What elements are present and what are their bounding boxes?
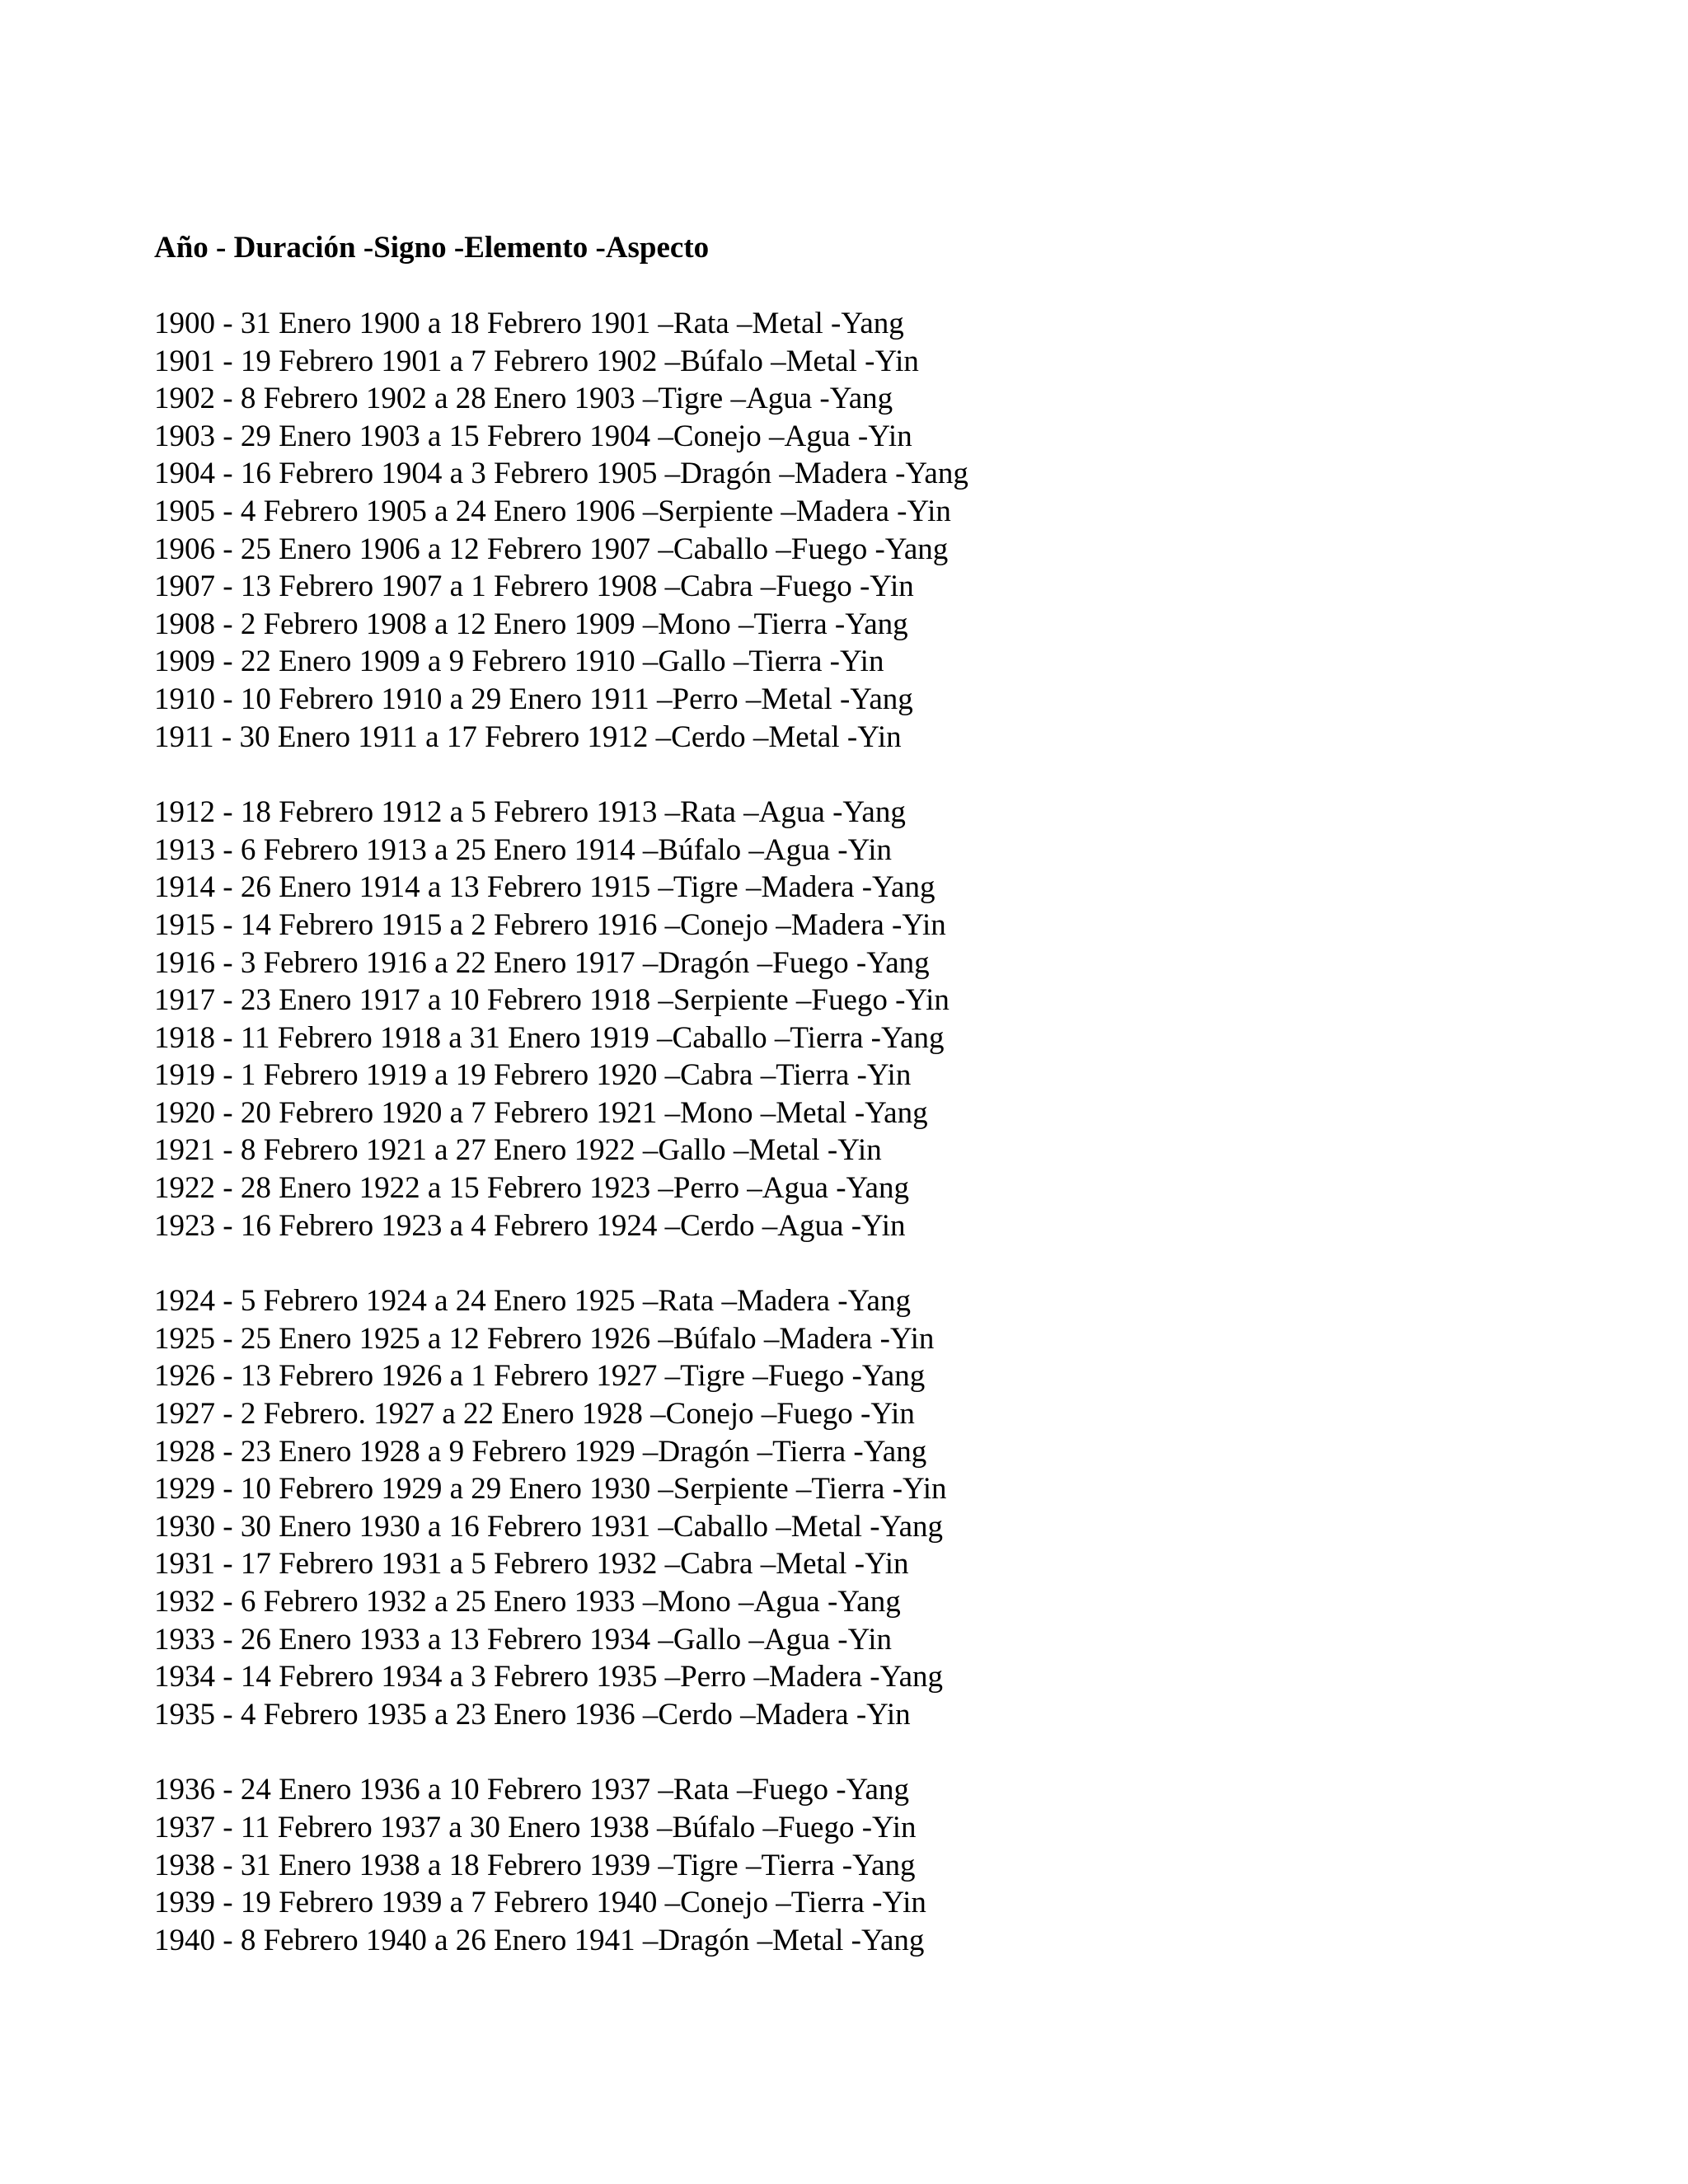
year-entry: 1908 - 2 Febrero 1908 a 12 Enero 1909 –Mono –Tierra -Yang [154,607,908,641]
year-entry: 1911 - 30 Enero 1911 a 17 Febrero 1912 –Cerdo –Metal -Yin [154,719,902,754]
year-entry: 1906 - 25 Enero 1906 a 12 Febrero 1907 –Caballo –Fuego -Yang [154,532,949,566]
year-entry: 1929 - 10 Febrero 1929 a 29 Enero 1930 –Serpiente –Tierra -Yin [154,1472,947,1507]
year-entry: 1901 - 19 Febrero 1901 a 7 Febrero 1902 –Búfalo –Metal -Yin [154,344,919,378]
year-entry: 1907 - 13 Febrero 1907 a 1 Febrero 1908 –Cabra –Fuego -Yin [154,569,914,604]
year-entry: 1918 - 11 Febrero 1918 a 31 Enero 1919 –Caballo –Tierra -Yang [154,1020,945,1055]
year-entry: 1914 - 26 Enero 1914 a 13 Febrero 1915 –Tigre –Madera -Yang [154,870,935,905]
year-group [154,305,1555,756]
document-content [154,229,1555,1997]
year-entry: 1930 - 30 Enero 1930 a 16 Febrero 1931 –Caballo –Metal -Yang [154,1509,944,1544]
year-group [154,1282,1555,1733]
year-groups [154,305,1555,1959]
year-entry: 1917 - 23 Enero 1917 a 10 Febrero 1918 –Serpiente –Fuego -Yin [154,983,950,1018]
year-entry: 1905 - 4 Febrero 1905 a 24 Enero 1906 –Serpiente –Madera -Yin [154,494,951,528]
year-entry: 1913 - 6 Febrero 1913 a 25 Enero 1914 –Búfalo –Agua -Yin [154,832,893,867]
year-entry: 1909 - 22 Enero 1909 a 9 Febrero 1910 –Gallo –Tierra -Yin [154,644,884,679]
year-group [154,1771,1555,1959]
year-entry: 1925 - 25 Enero 1925 a 12 Febrero 1926 –Búfalo –Madera -Yin [154,1321,935,1356]
year-group [154,794,1555,1244]
year-entry: 1904 - 16 Febrero 1904 a 3 Febrero 1905 –Dragón –Madera -Yang [154,457,968,491]
year-entry: 1926 - 13 Febrero 1926 a 1 Febrero 1927 –Tigre –Fuego -Yang [154,1359,926,1394]
year-entry: 1915 - 14 Febrero 1915 a 2 Febrero 1916 –Conejo –Madera -Yin [154,907,946,942]
year-entry: 1934 - 14 Febrero 1934 a 3 Febrero 1935 –Perro –Madera -Yang [154,1660,944,1694]
year-entry: 1921 - 8 Febrero 1921 a 27 Enero 1922 –Gallo –Metal -Yin [154,1133,882,1168]
year-entry: 1910 - 10 Febrero 1910 a 29 Enero 1911 –Perro –Metal -Yang [154,682,913,716]
year-entry: 1939 - 19 Febrero 1939 a 7 Febrero 1940 –Conejo –Tierra -Yin [154,1886,926,1920]
year-entry: 1933 - 26 Enero 1933 a 13 Febrero 1934 –Gallo –Agua -Yin [154,1622,893,1657]
table-heading: Año - Duración -Signo -Elemento -Aspecto [154,231,710,265]
year-entry: 1924 - 5 Febrero 1924 a 24 Enero 1925 –Rata –Madera -Yang [154,1284,911,1319]
year-entry: 1923 - 16 Febrero 1923 a 4 Febrero 1924 –Cerdo –Agua -Yin [154,1208,906,1243]
year-entry: 1916 - 3 Febrero 1916 a 22 Enero 1917 –Dragón –Fuego -Yang [154,945,930,980]
year-entry: 1932 - 6 Febrero 1932 a 25 Enero 1933 –Mono –Agua -Yang [154,1585,901,1619]
year-entry: 1922 - 28 Enero 1922 a 15 Febrero 1923 –Perro –Agua -Yang [154,1171,909,1206]
year-entry: 1902 - 8 Febrero 1902 a 28 Enero 1903 –Tigre –Agua -Yang [154,382,893,416]
year-entry: 1912 - 18 Febrero 1912 a 5 Febrero 1913 –Rata –Agua -Yang [154,795,906,830]
year-entry: 1940 - 8 Febrero 1940 a 26 Enero 1941 –Dragón –Metal -Yang [154,1923,925,1957]
year-entry: 1938 - 31 Enero 1938 a 18 Febrero 1939 –Tigre –Tierra -Yang [154,1848,916,1882]
year-entry: 1937 - 11 Febrero 1937 a 30 Enero 1938 –Búfalo –Fuego -Yin [154,1810,917,1844]
year-entry: 1936 - 24 Enero 1936 a 10 Febrero 1937 –Rata –Fuego -Yang [154,1773,909,1807]
year-entry: 1931 - 17 Febrero 1931 a 5 Febrero 1932 –Cabra –Metal -Yin [154,1547,909,1582]
year-entry: 1920 - 20 Febrero 1920 a 7 Febrero 1921 –Mono –Metal -Yang [154,1095,928,1130]
year-entry: 1928 - 23 Enero 1928 a 9 Febrero 1929 –Dragón –Tierra -Yang [154,1434,927,1469]
year-entry: 1900 - 31 Enero 1900 a 18 Febrero 1901 –Rata –Metal -Yang [154,307,904,340]
year-entry: 1927 - 2 Febrero. 1927 a 22 Enero 1928 –Conejo –Fuego -Yin [154,1397,915,1432]
year-entry: 1903 - 29 Enero 1903 a 15 Febrero 1904 –Conejo –Agua -Yin [154,419,912,453]
year-entry: 1935 - 4 Febrero 1935 a 23 Enero 1936 –Cerdo –Madera -Yin [154,1697,911,1732]
year-entry: 1919 - 1 Febrero 1919 a 19 Febrero 1920 –Cabra –Tierra -Yin [154,1058,912,1093]
